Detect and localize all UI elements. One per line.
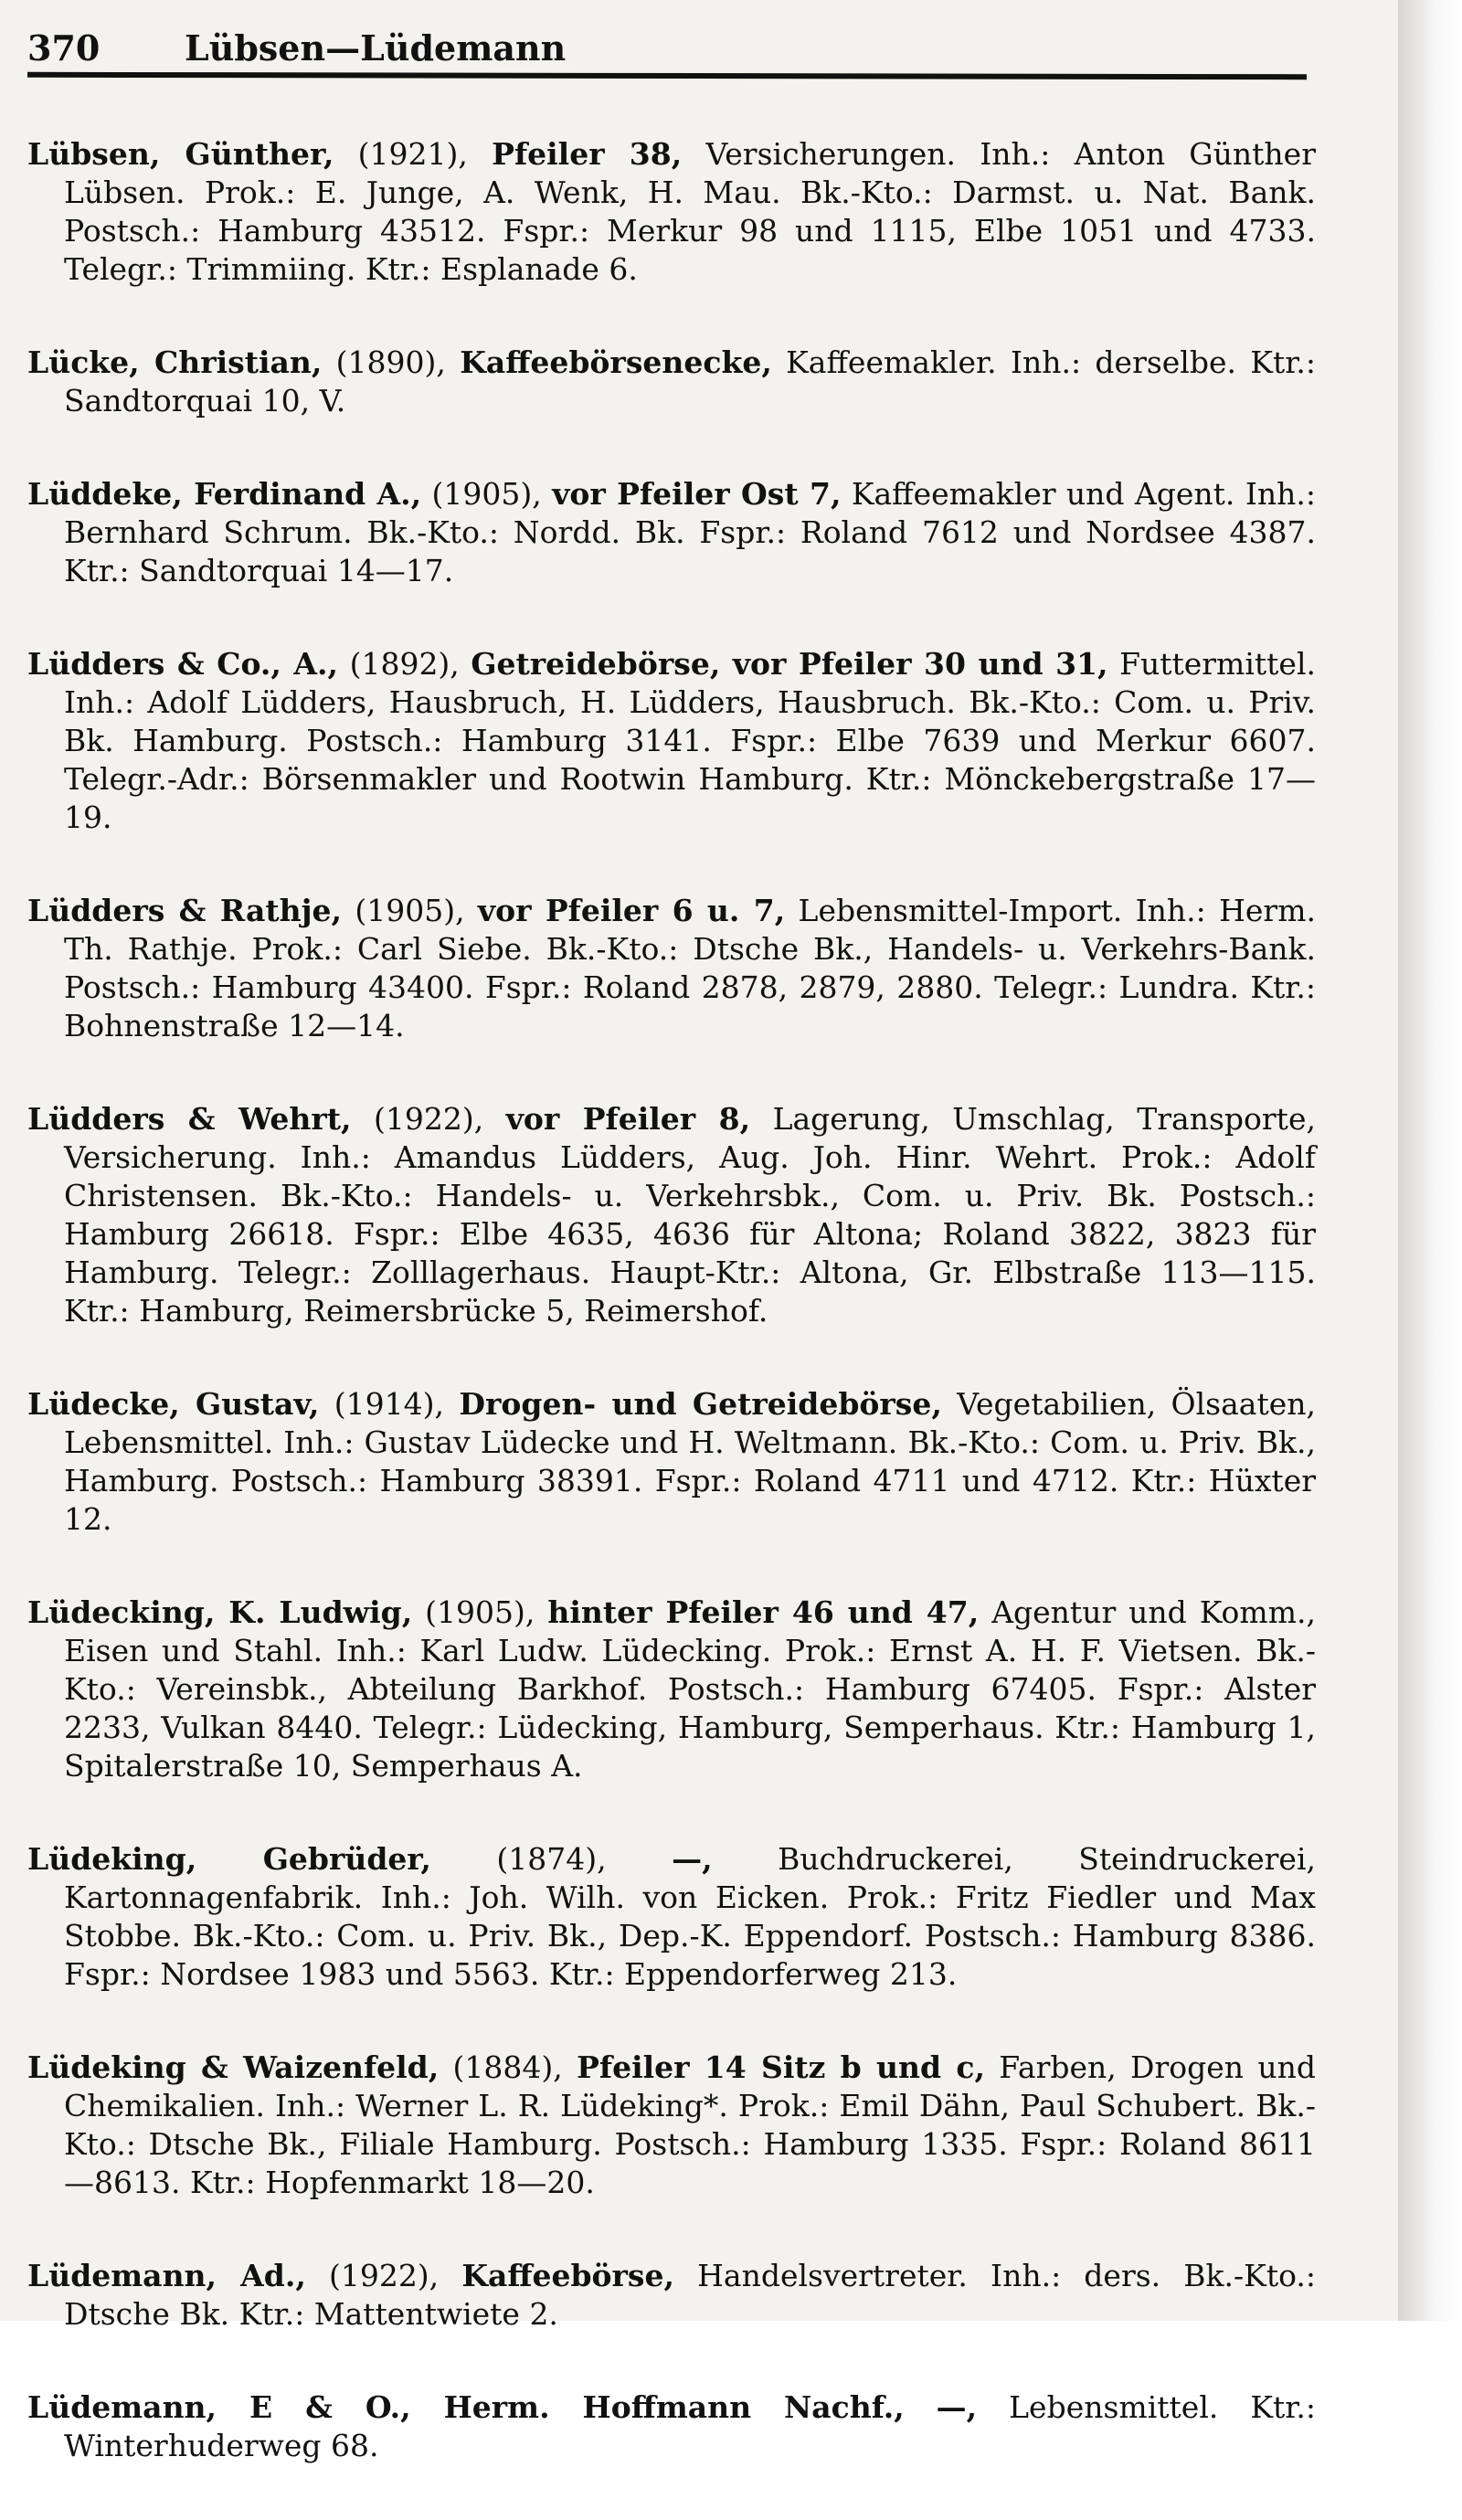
entry-name: Lüdecking, K. Ludwig, (27, 1594, 413, 1630)
entry-name: Lüdecke, Gustav, (27, 1386, 320, 1422)
entry-text: Agentur und Komm., Eisen und Stahl. Inh.: Karl Ludw. Lüdecking. Prok.: Ernst A. H. F. Vietsen. Bk.-Kto.: Vereinsbk., Abteilung Barkhof. Postsch.: Hamburg 67405. Fspr.: Alster 2233, Vulkan 8440. Telegr.: Lüdecking, Hamburg, Semperhaus. Ktr.: Hamburg 1, Spitalerstraße 10, Semperhaus A. (64, 1594, 1316, 1784)
directory-entry (27, 892, 1316, 1045)
entry-name: Lüdders & Co., A., (27, 646, 339, 682)
running-title: Lübsen—Lüdemann (185, 27, 567, 69)
directory-entry (27, 2049, 1316, 2202)
entry-year: (1905), (431, 476, 542, 512)
directory-entry (27, 645, 1316, 837)
directory-entry (27, 1385, 1316, 1539)
entry-address: —, (672, 1841, 713, 1877)
entry-address: —, (936, 2389, 978, 2425)
entry-name: Lüdemann, E & O., Herm. Hoffmann Nachf., (27, 2389, 905, 2425)
entry-text: Lebensmittel. Ktr.: Winterhuderweg 68. (64, 2389, 1317, 2463)
entry-year: (1884), (452, 2049, 563, 2085)
entry-text: Kaffeemakler und Agent. Inh.: Bernhard Schrum. Bk.-Kto.: Nordd. Bk. Fspr.: Roland 7612 und Nordsee 4387. Ktr.: Sandtorquai 14—17. (64, 476, 1316, 588)
entry-name: Lüdeking & Waizenfeld, (27, 2049, 440, 2085)
entry-text: Lagerung, Umschlag, Transporte, Versicherung. Inh.: Amandus Lüdders, Aug. Joh. Hinr. Wehrt. Prok.: Adolf Christensen. Bk.-Kto.: Handels- u. Verkehrsbk., Com. u. Priv. Bk. Postsch.: Hamburg 26618. Fspr.: Elbe 4635, 4636 für Altona; Roland 3822, 3823 für Hamburg. Telegr.: Zolllagerhaus. Haupt-Ktr.: Altona, Gr. Elbstraße 113—115. Ktr.: Hamburg, Reimersbrücke 5, Reimershof. (64, 1101, 1316, 1329)
entry-year: (1921), (357, 136, 468, 172)
entry-year: (1905), (355, 893, 465, 928)
directory-entry (27, 135, 1316, 289)
entry-name: Lüdders & Wehrt, (27, 1101, 352, 1137)
directory-entry (27, 2388, 1316, 2465)
entry-name: Lücke, Christian, (27, 344, 323, 380)
entry-year: (1892), (349, 646, 460, 682)
entry-text: Handelsvertreter. Inh.: ders. Bk.-Kto.: Dtsche Bk. Ktr.: Mattentwiete 2. (64, 2258, 1316, 2332)
entry-name: Lüdders & Rathje, (27, 893, 342, 928)
entry-address: Getreidebörse, vor Pfeiler 30 und 31, (471, 646, 1108, 682)
directory-entry (27, 1100, 1316, 1330)
directory-entry (27, 2257, 1316, 2334)
entry-address: vor Pfeiler Ost 7, (552, 476, 842, 512)
entry-name: Lüddeke, Ferdinand A., (27, 476, 422, 512)
entry-address: Pfeiler 14 Sitz b und c, (577, 2049, 985, 2085)
entry-text: Futtermittel. Inh.: Adolf Lüdders, Hausbruch, H. Lüdders, Hausbruch. Bk.-Kto.: Com. u. Priv. Bk. Hamburg. Postsch.: Hamburg 3141. Fspr.: Elbe 7639 und Merkur 6607. Telegr.-Adr.: Börsenmakler und Rootwin Hamburg. Ktr.: Mönckebergstraße 17—19. (64, 646, 1316, 835)
entry-text: Versicherungen. Inh.: Anton Günther Lübsen. Prok.: E. Junge, A. Wenk, H. Mau. Bk.-Kto.: Darmst. u. Nat. Bank. Postsch.: Hamburg 43512. Fspr.: Merkur 98 und 1115, Elbe 1051 und 4733. Telegr.: Trimmiing. Ktr.: Esplanade 6. (64, 136, 1316, 287)
directory-entry (27, 1594, 1316, 1785)
entry-text: Farben, Drogen und Chemikalien. Inh.: Werner L. R. Lüdeking*. Prok.: Emil Dähn, Paul Schubert. Bk.-Kto.: Dtsche Bk., Filiale Hamburg. Postsch.: Hamburg 1335. Fspr.: Roland 8611—8613. Ktr.: Hopfenmarkt 18—20. (64, 2049, 1316, 2200)
entry-text: Kaffeemakler. Inh.: derselbe. Ktr.: Sandtorquai 10, V. (64, 344, 1316, 418)
entry-address: Pfeiler 38, (492, 136, 683, 172)
page-number: 370 (27, 27, 101, 69)
entry-name: Lüdeking, Gebrüder, (27, 1841, 431, 1877)
entry-year: (1874), (496, 1841, 607, 1877)
directory-entry (27, 344, 1316, 420)
entry-name: Lübsen, Günther, (27, 136, 334, 172)
entry-address: vor Pfeiler 8, (505, 1101, 751, 1137)
entry-address: Drogen- und Getreidebörse, (459, 1386, 942, 1422)
page-edge-shadow (1398, 0, 1462, 2321)
entry-year: (1905), (425, 1594, 535, 1630)
directory-entry (27, 1840, 1316, 1994)
entry-address: vor Pfeiler 6 u. 7, (477, 893, 786, 928)
entry-name: Lüdemann, Ad., (27, 2258, 306, 2293)
entry-year: (1914), (334, 1386, 445, 1422)
entry-address: Kaffeebörse, (461, 2258, 674, 2293)
entry-year: (1922), (373, 1101, 484, 1137)
entry-year: (1922), (328, 2258, 440, 2293)
entry-address: Kaffeebörsenecke, (460, 344, 772, 380)
entry-text: Buchdruckerei, Steindruckerei, Kartonnagenfabrik. Inh.: Joh. Wilh. von Eicken. Prok.: Fritz Fiedler und Max Stobbe. Bk.-Kto.: Com. u. Priv. Bk., Dep.-K. Eppendorf. Postsch.: Hamburg 8386. Fspr.: Nordsee 1983 und 5563. Ktr.: Eppendorferweg 213. (64, 1841, 1316, 1992)
entry-list (27, 105, 1316, 2520)
entry-address: hinter Pfeiler 46 und 47, (547, 1594, 980, 1630)
entry-text: Vegetabilien, Ölsaaten, Lebensmittel. Inh.: Gustav Lüdecke und H. Weltmann. Bk.-Kto.: Com. u. Priv. Bk., Hamburg. Postsch.: Hamburg 38391. Fspr.: Roland 4711 und 4712. Ktr.: Hüxter 12. (64, 1386, 1316, 1537)
entry-text: Lebensmittel-Import. Inh.: Herm. Th. Rathje. Prok.: Carl Siebe. Bk.-Kto.: Dtsche Bk., Handels- u. Verkehrs-Bank. Postsch.: Hamburg 43400. Fspr.: Roland 2878, 2879, 2880. Telegr.: Lundra. Ktr.: Bohnenstraße 12—14. (64, 893, 1316, 1043)
entry-year: (1890), (335, 344, 446, 380)
directory-entry (27, 475, 1316, 590)
